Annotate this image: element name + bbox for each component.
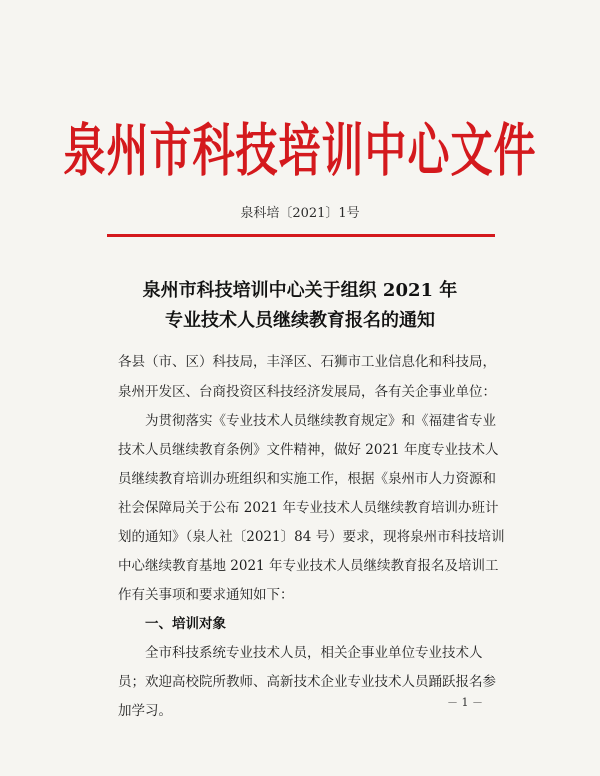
page-number: － 1 － <box>447 696 483 709</box>
body-line: 划的通知》（泉人社〔2021〕84 号）要求，现将泉州市科技培训 <box>118 529 505 545</box>
addressee-line-1: 各县（市、区）科技局，丰泽区、石狮市工业信息化和科技局， <box>118 354 496 370</box>
body-line: 为贯彻落实《专业技术人员继续教育规定》和《福建省专业 <box>145 413 496 429</box>
body-line: 全市科技系统专业技术人员，相关企事业单位专业技术人 <box>145 645 483 661</box>
header-divider <box>107 234 495 237</box>
document-header-title: 泉州市科技培训中心文件 <box>63 117 537 184</box>
addressee-line-2: 泉州开发区、台商投资区科技经济发展局，各有关企事业单位： <box>118 384 496 400</box>
body-line: 加学习。 <box>118 703 172 719</box>
body-line: 技术人员继续教育条例》文件精神，做好 2021 年度专业技术人 <box>118 442 499 458</box>
body-line: 中心继续教育基地 2021 年专业技术人员继续教育报名及培训工 <box>118 558 499 574</box>
body-line: 员；欢迎高校院所教师、高新技术企业专业技术人员踊跃报名参 <box>118 674 496 690</box>
body-line: 员继续教育培训办班组织和实施工作，根据《泉州市人力资源和 <box>118 471 496 487</box>
notice-title-line-2: 专业技术人员继续教育报名的通知 <box>165 310 435 331</box>
body-line: 作有关事项和要求通知如下： <box>118 587 294 603</box>
body-line: 社会保障局关于公布 2021 年专业技术人员继续教育培训办班计 <box>118 500 499 516</box>
section-heading-training-target: 一、培训对象 <box>145 616 226 632</box>
document-number: 泉科培〔2021〕1号 <box>240 206 360 221</box>
notice-title-line-1: 泉州市科技培训中心关于组织 2021 年 <box>142 280 458 301</box>
